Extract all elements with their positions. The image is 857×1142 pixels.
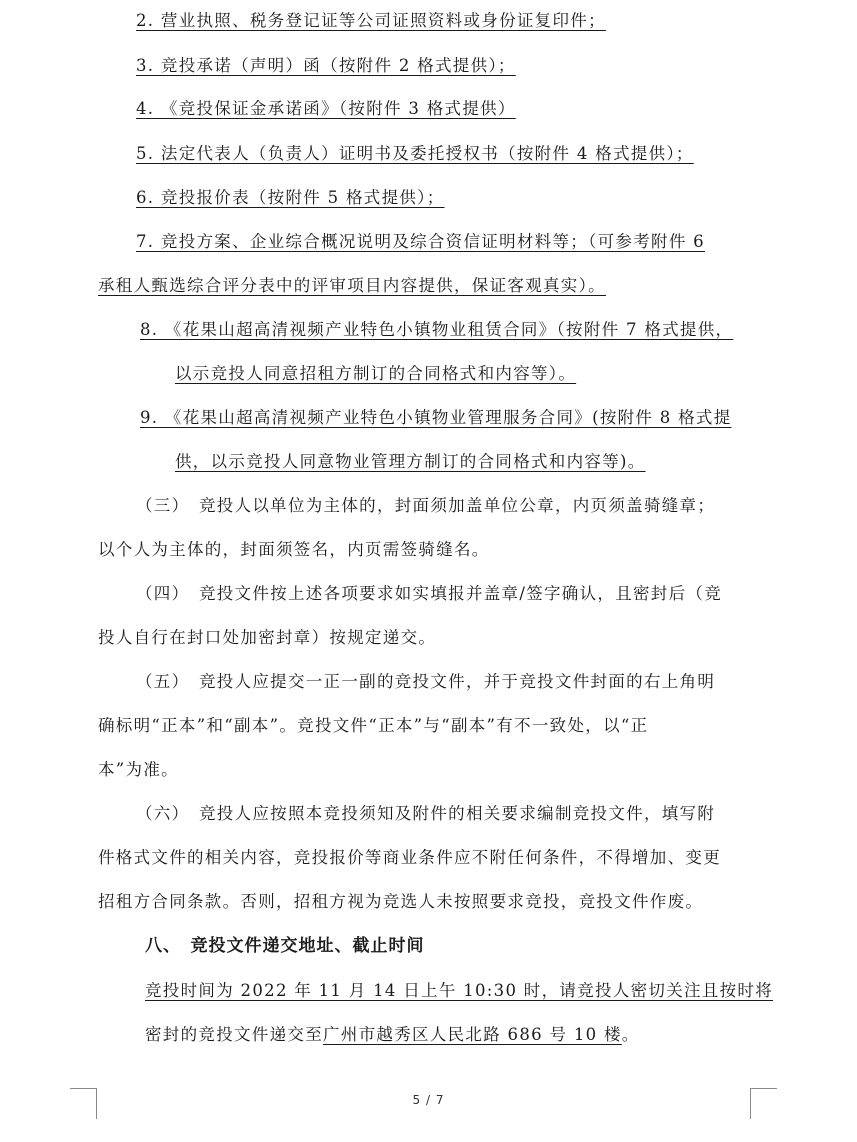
section-heading: 八、 竞投文件递交地址、截止时间 [145,936,425,956]
list-item: 7. 竞投方案、企业综合概况说明及综合资信证明材料等；（可参考附件 6 [136,232,705,251]
clause-paragraph-continuation: 以个人为主体的，封面须签名，内页需签骑缝名。 [98,540,490,559]
paragraph-text: 密封的竞投文件递交至 [145,1025,323,1044]
section-paragraph-continuation [145,1024,640,1046]
list-item: 5. 法定代表人（负责人）证明书及委托授权书（按附件 4 格式提供）； [136,144,694,163]
clause-paragraph-continuation: 本”为准。 [98,760,179,779]
clause-paragraph: （六） 竞投人应按照本竞投须知及附件的相关要求编制竞投文件，填写附 [136,804,716,823]
list-item-continuation: 供，以示竞投人同意物业管理方制订的合同格式和内容等)。 [175,452,646,471]
clause-paragraph: （五） 竞投人应提交一正一副的竞投文件，并于竞投文件封面的右上角明 [136,672,716,691]
list-item-continuation: 承租人甄选综合评分表中的评审项目内容提供，保证客观真实）。 [98,276,606,295]
list-item-continuation: 以示竞投人同意招租方制订的合同格式和内容等）。 [175,364,577,383]
page-number: 5 / 7 [412,1093,445,1107]
clause-paragraph-continuation: 招租方合同条款。否则，招租方视为竞选人未按照要求竞投，竞投文件作废。 [98,892,704,911]
clause-paragraph-continuation: 投人自行在封口处加密封章）按规定递交。 [98,628,437,647]
list-item: 8. 《花果山超高清视频产业特色小镇物业租赁合同》（按附件 7 格式提供， [140,320,734,339]
list-item: 4. 《竞投保证金承诺函》（按附件 3 格式提供） [136,99,516,118]
clause-paragraph: （三） 竞投人以单位为主体的，封面须加盖单位公章，内页须盖骑缝章； [136,496,716,515]
list-item: 3. 竞投承诺（声明）函（按附件 2 格式提供）； [136,56,516,75]
list-item: 9. 《花果山超高清视频产业特色小镇物业管理服务合同》(按附件 8 格式提 [140,408,732,427]
section-paragraph: 竞投时间为 2022 年 11 月 14 日上午 10:30 时，请竞投人密切关注且按时将 [145,981,773,1000]
clause-paragraph-continuation: 确标明“正本”和“副本”。竞投文件“正本”与“副本”有不一致处，以“正 [98,716,649,735]
submission-address: 广州市越秀区人民北路 686 号 10 楼 [323,1025,622,1044]
clause-paragraph: （四） 竞投文件按上述各项要求如实填报并盖章/签字确认，且密封后（竞 [136,584,723,603]
clause-paragraph-continuation: 件格式文件的相关内容，竞投报价等商业条件应不附任何条件，不得增加、变更 [98,848,721,867]
list-item: 6. 竞投报价表（按附件 5 格式提供）； [136,188,445,207]
list-item: 2. 营业执照、税务登记证等公司证照资料或身份证复印件； [136,11,606,30]
paragraph-text: 。 [621,1025,640,1044]
